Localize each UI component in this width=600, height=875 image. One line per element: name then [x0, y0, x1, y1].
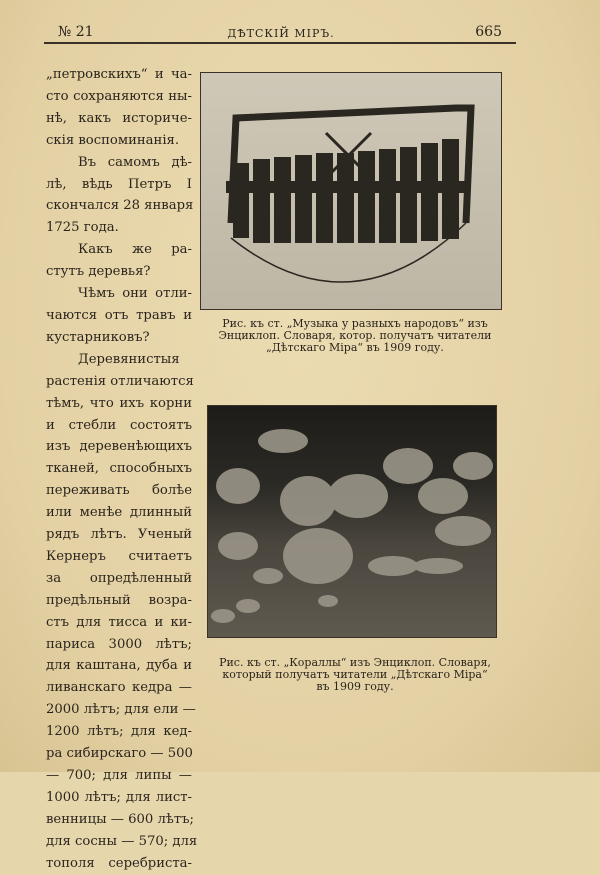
caption-line: „Дѣтскаго Міра“ въ 1909 году. — [266, 341, 444, 354]
text-column — [46, 64, 198, 875]
text-line: стутъ деревья? — [46, 264, 151, 280]
text-line: Въ самомъ дѣ- — [78, 154, 192, 170]
figure-caption-music — [205, 318, 505, 354]
header-rule — [44, 42, 516, 44]
caption-line: въ 1909 году. — [316, 680, 394, 693]
text-line: за опредѣленный — [46, 570, 192, 586]
caption-line: который получатъ читатели „Дѣтскаго Міра“ — [222, 668, 488, 681]
text-line: тополя серебриста- — [46, 855, 192, 871]
text-line: сто сохраняются ны- — [46, 88, 192, 104]
text-line: для сосны — 570; для — [46, 833, 198, 849]
text-line: 1000 лѣтъ; для лист- — [46, 789, 192, 805]
text-line: растенія отличаются — [46, 373, 194, 389]
text-line: рядъ лѣтъ. Ученый — [46, 527, 192, 543]
issue-number: № 21 — [58, 24, 94, 40]
text-line: Чѣмъ они отли- — [78, 286, 192, 302]
caption-line: Рис. къ ст. „Музыка у разныхъ народовъ“ изъ — [222, 317, 488, 330]
figure-corals-photo — [207, 405, 497, 638]
caption-line: Энциклоп. Словаря, котор. получатъ читатели — [218, 329, 492, 342]
text-line: лѣ, вѣдь Петръ I — [46, 176, 192, 192]
text-line: венницы — 600 лѣтъ; — [46, 811, 194, 827]
text-line: Кернеръ считаетъ — [46, 548, 192, 564]
text-line: и стебли состоятъ — [46, 417, 192, 433]
text-line: 2000 лѣтъ; для ели — — [46, 702, 196, 718]
text-line: „петровскихъ“ и ча- — [46, 67, 192, 82]
figure-xylophone-photo — [200, 72, 502, 310]
xylophone-image — [201, 73, 501, 309]
text-line: Деревянистыя — [78, 351, 180, 367]
text-line: скончался 28 января — [46, 198, 194, 214]
text-line: 1200 лѣтъ; для кед- — [46, 724, 192, 740]
running-header — [46, 24, 516, 42]
text-line: нѣ, какъ историче- — [46, 110, 192, 126]
text-line: париса 3000 лѣтъ; — [46, 636, 192, 652]
text-line: предѣльный возра- — [46, 592, 192, 608]
text-line: или менѣе длинный — [46, 505, 192, 521]
text-line: чаются отъ травъ и — [46, 307, 192, 323]
corals-image — [208, 406, 496, 637]
text-line: тѣмъ, что ихъ корни — [46, 395, 192, 411]
text-line: — 700; для липы — — [46, 768, 192, 783]
text-line: скія воспоминанія. — [46, 132, 180, 148]
text-line: 1725 года. — [46, 220, 119, 236]
text-line: изъ деревенѣющихъ — [46, 439, 192, 455]
text-line: ра сибирскаго — 500 — [46, 746, 193, 762]
caption-line: Рис. къ ст. „Кораллы“ изъ Энциклоп. Словаря, — [219, 656, 491, 669]
text-line: Какъ же ра- — [78, 242, 192, 258]
text-line: ливанскаго кедра — — [46, 680, 192, 696]
text-line: переживать болѣе — [46, 483, 192, 499]
text-line: тканей, способныхъ — [46, 461, 192, 477]
text-line: кустарниковъ? — [46, 329, 150, 345]
magazine-title: ДѢТСКІЙ МІРЪ. — [227, 27, 335, 40]
page-number: 665 — [475, 24, 502, 40]
text-line: для каштана, дуба и — [46, 658, 192, 674]
text-line: стъ для тисса и ки- — [46, 614, 192, 630]
figure-caption-corals — [205, 657, 505, 693]
